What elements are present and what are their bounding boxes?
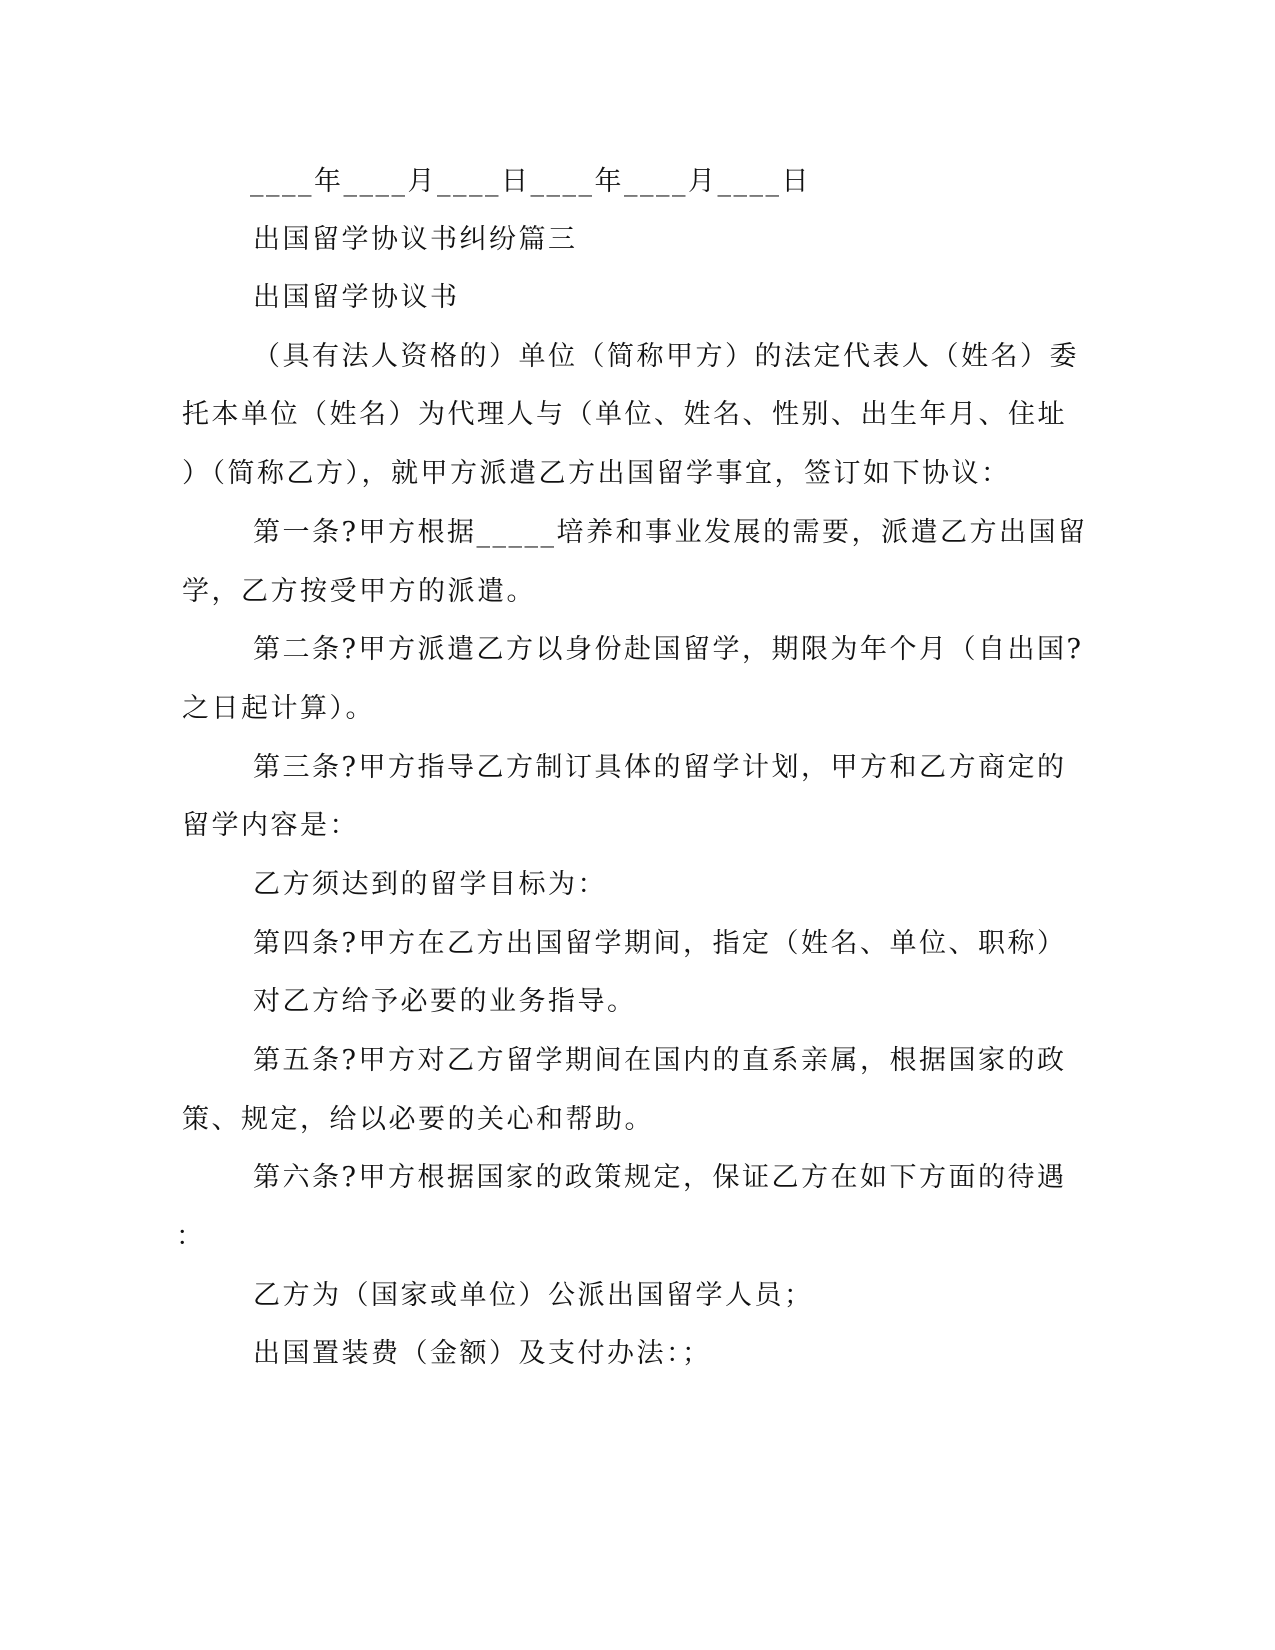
- article-6-line: ：: [176, 1221, 206, 1252]
- goal-line: 乙方须达到的留学目标为：: [253, 869, 607, 900]
- paragraph-line: ）（简称乙方），就甲方派遣乙方出国留学事宜，签订如下协议：: [182, 458, 1011, 489]
- article-4-line: 对乙方给予必要的业务指导。: [253, 986, 637, 1017]
- article-3-line: 留学内容是：: [182, 810, 359, 841]
- article-1-line: 学，乙方按受甲方的派遣。: [182, 576, 536, 607]
- article-3-line: 第三条?甲方指导乙方制订具体的留学计划，甲方和乙方商定的: [253, 752, 1067, 783]
- section-heading: 出国留学协议书纠纷篇三: [253, 224, 578, 255]
- article-1-line: 第一条?甲方根据_____培养和事业发展的需要，派遣乙方出国留: [253, 517, 1088, 548]
- article-2-line: 第二条?甲方派遣乙方以身份赴国留学，期限为年个月（自出国?: [253, 634, 1084, 665]
- article-5-line: 第五条?甲方对乙方留学期间在国内的直系亲属，根据国家的政: [253, 1045, 1067, 1076]
- document-title: 出国留学协议书: [253, 282, 460, 313]
- benefit-line: 乙方为（国家或单位）公派出国留学人员；: [253, 1280, 814, 1311]
- paragraph-line: （具有法人资格的）单位（简称甲方）的法定代表人（姓名）委: [253, 341, 1079, 372]
- article-5-line: 策、规定，给以必要的关心和帮助。: [182, 1104, 654, 1135]
- article-2-line: 之日起计算）。: [182, 693, 375, 724]
- date-line: ____年____月____日____年____月____日: [250, 166, 811, 197]
- article-4-line: 第四条?甲方在乙方出国留学期间，指定（姓名、单位、职称）: [253, 928, 1067, 959]
- article-6-line: 第六条?甲方根据国家的政策规定，保证乙方在如下方面的待遇: [253, 1162, 1067, 1193]
- benefit-line: 出国置装费（金额）及支付办法：；: [253, 1338, 712, 1369]
- paragraph-line: 托本单位（姓名）为代理人与（单位、姓名、性别、出生年月、住址: [182, 399, 1067, 430]
